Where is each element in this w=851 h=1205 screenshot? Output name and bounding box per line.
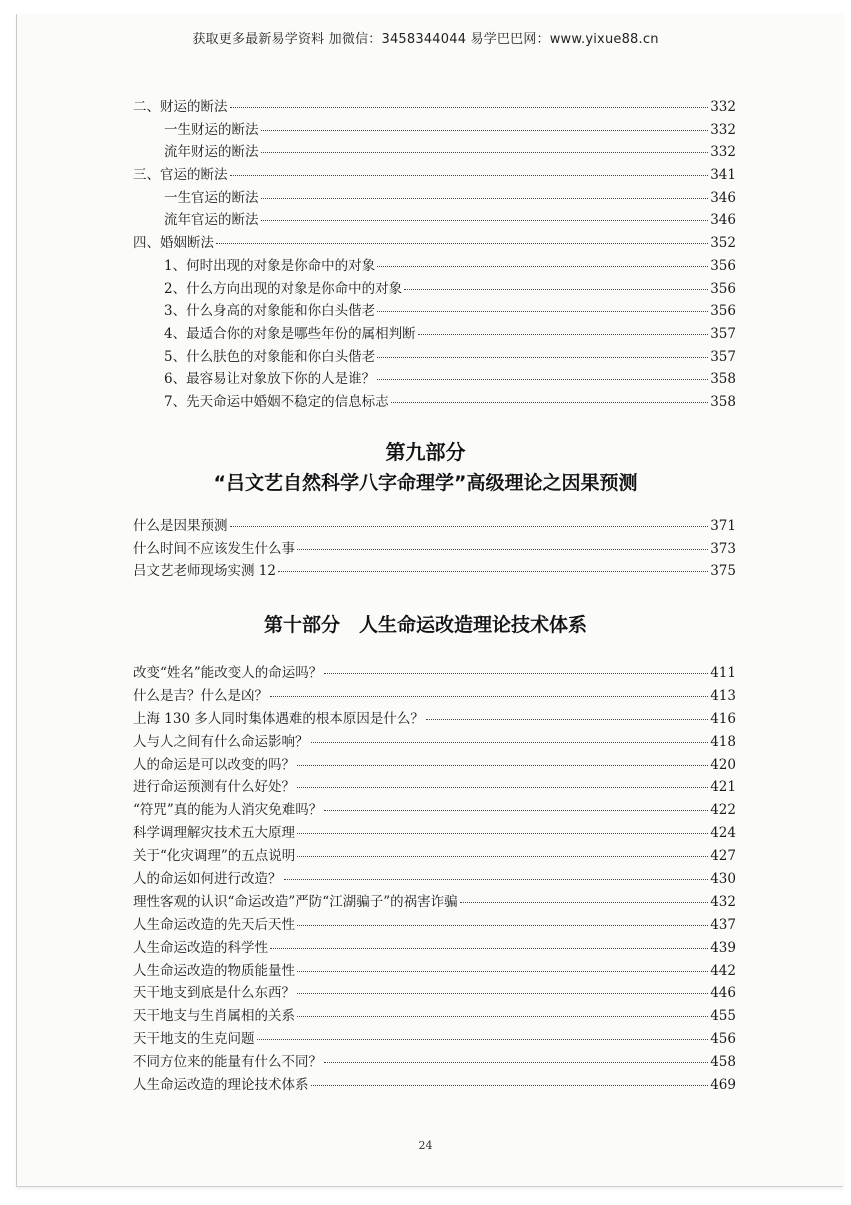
toc-entry-page: 373 (710, 540, 736, 557)
dot-leader (261, 152, 709, 153)
toc-entry (133, 868, 736, 891)
toc-entry-page: 356 (710, 303, 736, 320)
toc-entry-title: 三、官运的断法 (133, 167, 228, 184)
dot-leader (377, 311, 708, 312)
toc-entry (133, 982, 736, 1005)
toc-entry-title: 5、什么肤色的对象能和你白头偕老 (164, 348, 376, 365)
toc-entry-page: 332 (710, 121, 736, 138)
toc-entry-title: 关于“化灾调理”的五点说明 (133, 848, 296, 865)
toc-entry-page: 357 (710, 325, 736, 342)
toc-entry (133, 754, 736, 777)
dot-leader (297, 993, 708, 994)
toc-entry-page: 413 (710, 687, 736, 704)
dot-leader (297, 1016, 708, 1017)
toc-entry (133, 346, 736, 369)
dot-leader (391, 402, 709, 403)
dot-leader (230, 526, 709, 527)
toc-entry (133, 685, 736, 708)
toc-entry-page: 358 (710, 371, 736, 388)
toc-entry (133, 662, 736, 685)
toc-entry-title: 天干地支与生肖属相的关系 (133, 1008, 295, 1025)
toc-entry (133, 937, 736, 960)
toc-entry-page: 442 (710, 962, 736, 979)
toc-entry-title: 3、什么身高的对象能和你白头偕老 (164, 303, 376, 320)
page-header: 获取更多最新易学资料 加微信：3458344044 易学巴巴网：www.yixue88.cn (192, 32, 659, 47)
dot-leader (257, 1039, 709, 1040)
toc-entry-title: 人生命运改造的先天后天性 (133, 916, 295, 933)
toc-entry-page: 418 (710, 733, 736, 750)
toc-entry (133, 278, 736, 301)
toc-entry-page: 446 (710, 985, 736, 1002)
part9-heading: 第九部分 (385, 440, 466, 464)
dot-leader (377, 379, 708, 380)
toc-entry-title: 理性客观的认识“命运改造”严防“江湖骗子”的祸害诈骗 (133, 893, 458, 910)
dot-leader (216, 243, 708, 244)
toc-entry-page: 455 (710, 1008, 736, 1025)
toc-entry-page: 456 (710, 1031, 736, 1048)
toc-entry-title: 科学调理解灾技术五大原理 (133, 825, 295, 842)
toc-entry-page: 375 (710, 563, 736, 580)
dot-leader (311, 742, 709, 743)
toc-entry-page: 356 (710, 280, 736, 297)
toc-entry-title: 什么是吉？什么是凶？ (133, 687, 268, 704)
toc-entry-title: “符咒”真的能为人消灾免难吗？ (133, 802, 323, 819)
toc-entry-page: 371 (710, 518, 736, 534)
toc-entry-page: 332 (710, 99, 736, 115)
toc-entry-title: 人的命运如何进行改造？ (133, 871, 282, 888)
toc-entry (133, 914, 736, 937)
toc-entry-page: 424 (710, 825, 736, 842)
toc-entry-title: 人生命运改造的物质能量性 (133, 962, 295, 979)
toc-entry-title: 6、最容易让对象放下你的人是谁？ (164, 371, 376, 388)
dot-leader (284, 879, 709, 880)
toc-entry-page: 332 (710, 144, 736, 161)
dot-leader (311, 1085, 709, 1086)
toc-entry-page: 422 (710, 802, 736, 819)
toc-entry-page: 458 (710, 1054, 736, 1071)
toc-entry-title: 什么时间不应该发生什么事 (133, 540, 295, 557)
toc-entry-page: 437 (710, 916, 736, 933)
toc-part9-list (133, 515, 736, 583)
page-number: 24 (418, 1139, 433, 1152)
toc-entry-title: 天干地支到底是什么东西？ (133, 985, 295, 1002)
toc-entry-page: 432 (710, 893, 736, 910)
dot-leader (404, 289, 708, 290)
toc-entry-title: 7、先天命运中婚姻不稳定的信息标志 (164, 393, 389, 410)
toc-entry-page: 430 (710, 871, 736, 888)
toc-entry-title: 改变“姓名”能改变人的命运吗？ (133, 665, 323, 681)
toc-entry-page: 346 (710, 189, 736, 206)
toc-entry-title: 上海 130 多人同时集体遇难的根本原因是什么？ (133, 710, 424, 727)
dot-leader (230, 107, 709, 108)
toc-entry (133, 209, 736, 232)
toc-entry-title: 一生官运的断法 (164, 189, 259, 206)
toc-entry-page: 356 (710, 257, 736, 274)
toc-entry (133, 323, 736, 346)
toc-entry-page: 352 (710, 235, 736, 252)
toc-entry (133, 960, 736, 983)
toc-entry-page: 341 (710, 167, 736, 184)
toc-entry (133, 1074, 736, 1097)
toc-entry-title: 流年官运的断法 (164, 212, 259, 229)
dot-leader (324, 810, 708, 811)
toc-entry-page: 420 (710, 756, 736, 773)
toc-entry (133, 891, 736, 914)
dot-leader (297, 787, 708, 788)
toc-entry-title: 什么是因果预测 (133, 518, 228, 534)
dot-leader (426, 719, 708, 720)
toc-entry-page: 427 (710, 848, 736, 865)
toc-entry-title: 四、婚姻断法 (133, 235, 214, 252)
dot-leader (261, 130, 709, 131)
toc-part10-list (133, 662, 736, 1097)
toc-entry (133, 708, 736, 731)
dot-leader (324, 673, 708, 674)
toc-entry-title: 2、什么方向出现的对象是你命中的对象 (164, 280, 403, 297)
toc-entry-page: 416 (710, 710, 736, 727)
toc-entry (133, 799, 736, 822)
toc-entry-title: 4、最适合你的对象是哪些年份的属相判断 (164, 325, 416, 342)
dot-leader (297, 971, 708, 972)
toc-entry-page: 346 (710, 212, 736, 229)
dot-leader (278, 571, 708, 572)
toc-entry-title: 不同方位来的能量有什么不同？ (133, 1054, 322, 1071)
dot-leader (297, 549, 708, 550)
toc-entry (133, 731, 736, 754)
toc-entry (133, 164, 736, 187)
toc-entry (133, 141, 736, 164)
part9-subheading: “吕文艺自然科学八字命理学”高级理论之因果预测 (213, 472, 638, 494)
dot-leader (377, 266, 708, 267)
toc-entry (133, 300, 736, 323)
toc-entry-page: 469 (710, 1077, 736, 1094)
toc-entry-title: 人与人之间有什么命运影响？ (133, 733, 309, 750)
toc-entry-title: 1、何时出现的对象是你命中的对象 (164, 257, 376, 274)
toc-entry (133, 391, 736, 414)
dot-leader (297, 925, 708, 926)
toc-entry-page: 439 (710, 939, 736, 956)
toc-entry-page: 357 (710, 348, 736, 365)
dot-leader (324, 1062, 708, 1063)
toc-entry-title: 进行命运预测有什么好处？ (133, 779, 295, 796)
dot-leader (297, 765, 708, 766)
toc-entry (133, 368, 736, 391)
dot-leader (270, 948, 708, 949)
part10-heading: 第十部分 人生命运改造理论技术体系 (263, 614, 587, 636)
toc-entry (133, 1028, 736, 1051)
toc-entry-title: 吕文艺老师现场实测 12 (133, 563, 276, 580)
dot-leader (270, 696, 708, 697)
toc-entry-title: 二、财运的断法 (133, 99, 228, 115)
toc-entry (133, 232, 736, 255)
dot-leader (418, 334, 709, 335)
toc-entry-title: 人的命运是可以改变的吗？ (133, 756, 295, 773)
toc-entry (133, 1005, 736, 1028)
toc-entry (133, 187, 736, 210)
toc-entry (133, 119, 736, 142)
toc-entry-page: 358 (710, 393, 736, 410)
toc-entry-title: 一生财运的断法 (164, 121, 259, 138)
toc-entry-page: 421 (710, 779, 736, 796)
toc-entry-title: 天干地支的生克问题 (133, 1031, 255, 1048)
toc-entry (133, 822, 736, 845)
toc-entry (133, 776, 736, 799)
toc-entry-page: 411 (710, 665, 736, 681)
toc-entry (133, 255, 736, 278)
toc-entry (133, 560, 736, 583)
dot-leader (297, 856, 708, 857)
toc-entry-title: 人生命运改造的理论技术体系 (133, 1077, 309, 1094)
dot-leader (261, 220, 709, 221)
toc-entry (133, 538, 736, 561)
dot-leader (261, 198, 709, 199)
toc-entry (133, 96, 736, 119)
toc-entry (133, 845, 736, 868)
dot-leader (377, 357, 708, 358)
dot-leader (460, 902, 709, 903)
toc-entry (133, 1051, 736, 1074)
toc-entry-title: 流年财运的断法 (164, 144, 259, 161)
toc-entry (133, 515, 736, 538)
toc-part8-list (133, 96, 736, 414)
dot-leader (230, 175, 709, 176)
toc-entry-title: 人生命运改造的科学性 (133, 939, 268, 956)
dot-leader (297, 833, 708, 834)
